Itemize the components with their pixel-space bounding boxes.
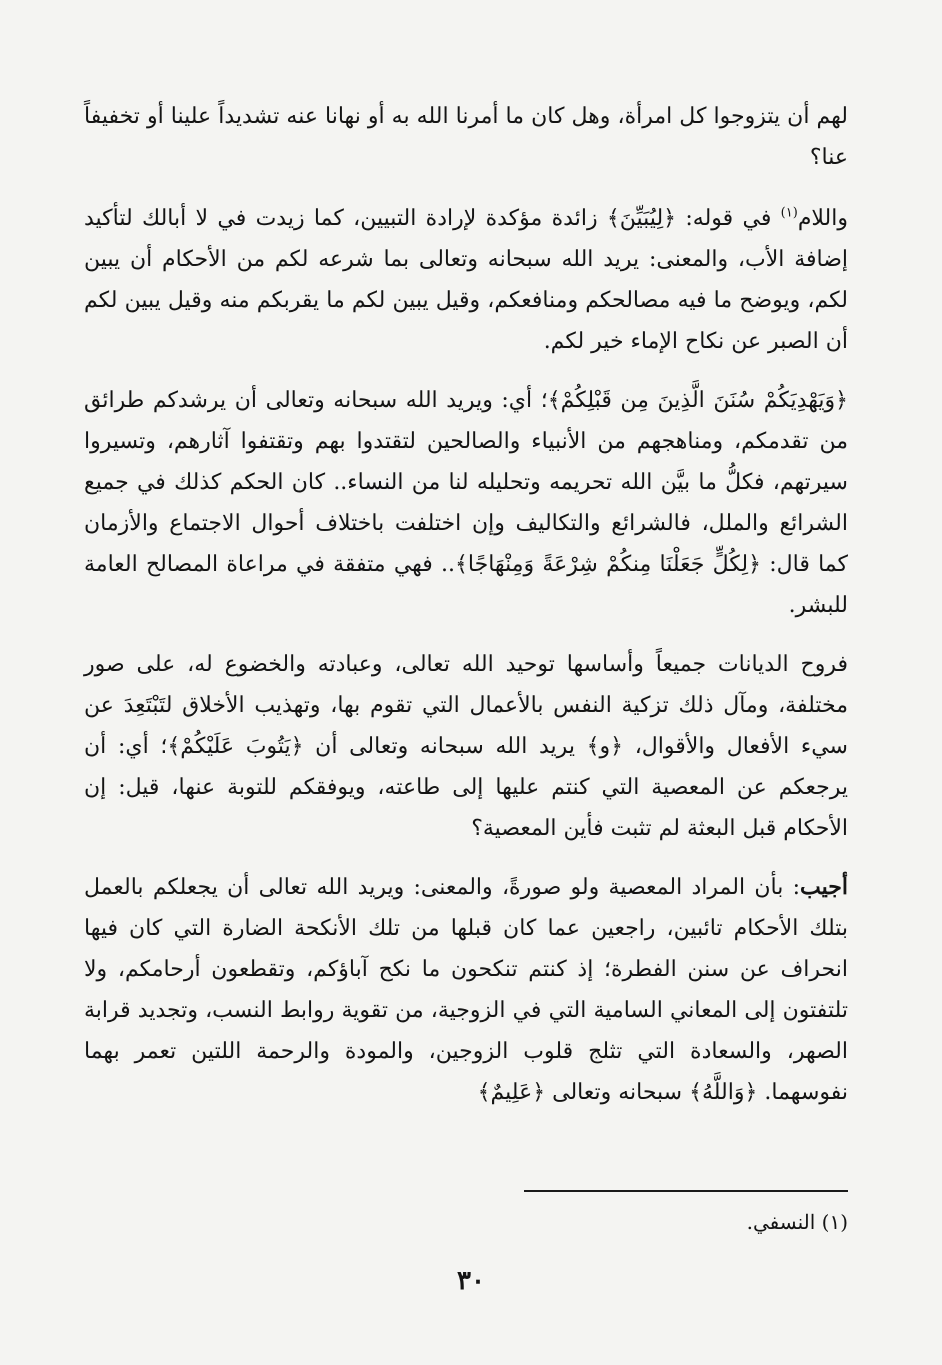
paragraph-1 <box>84 96 848 178</box>
footnote-text: (١) النسفي. <box>746 1210 848 1234</box>
main-text <box>84 96 848 1131</box>
footnote-reference: (١) <box>780 205 798 221</box>
paragraph-5-text: : بأن المراد المعصية ولو صورةً، والمعنى: ويريد الله تعالى أن يجعلكم بالعمل بتلك الأحكام تائبين، راجعين عما كان قبلها من تلك الأنكحة الضارة التي كان فيها انحراف عن سنن الفطرة؛ إذ كنتم تنكحون ما نكح آباؤكم، وتقطعون أرحامكم، ولا تلتفتون إلى المعاني السامية التي في الزوجية، من تقوية روابط النسب، وتجديد قرابة الصهر، والسعادة التي تثلج قلوب الزوجين، والمودة والرحمة اللتين تعمر بهما نفوسهما. ﴿وَاللَّهُ﴾ سبحانه وتعالى ﴿عَلِيمٌ﴾ <box>84 875 848 1105</box>
paragraph-5-lead: أجيب <box>800 874 848 900</box>
paragraph-2-lead: واللام <box>797 206 848 231</box>
page-number: ٣٠ <box>457 1266 485 1296</box>
footnote-separator <box>524 1190 848 1192</box>
paragraph-3 <box>84 380 848 626</box>
paragraph-2 <box>84 198 848 362</box>
paragraph-5 <box>84 867 848 1113</box>
paragraph-1-text: لهم أن يتزوجوا كل امرأة، وهل كان ما أمرنا الله به أو نهانا عنه تشديداً علينا أو تخفيفاً عنا؟ <box>84 104 848 170</box>
paragraph-4 <box>84 644 848 849</box>
paragraph-2-text: في قوله: ﴿لِيُبَيِّنَ﴾ زائدة مؤكدة لإرادة التبيين، كما زيدت في لا أبالك لتأكيد إضافة الأب، والمعنى: يريد الله سبحانه وتعالى بما شرعه لكم من الأحكام أن يبين لكم، ويوضح ما فيه مصالحكم ومنافعكم، وقيل يبين لكم ما يقربكم منه وقيل يبين لكم أن الصبر عن نكاح الإماء خير لكم. <box>84 206 848 354</box>
paragraph-4-text: فروح الديانات جميعاً وأساسها توحيد الله تعالى، وعبادته والخضوع له، على صور مختلفة، ومآل ذلك تزكية النفس بالأعمال التي تقوم بها، وتهذيب الأخلاق لتَبْتَعِدَ عن سيء الأفعال والأقوال، ﴿و﴾ يريد الله سبحانه وتعالى أن ﴿يَتُوبَ عَلَيْكُمْ﴾؛ أي: أن يرجعكم عن المعصية التي كنتم عليها إلى طاعته، ويوفقكم للتوبة عنها، قيل: إن الأحكام قبل البعثة لم تثبت فأين المعصية؟ <box>84 652 848 841</box>
paragraph-3-text: ﴿وَيَهْدِيَكُمْ سُنَنَ الَّذِينَ مِن قَبْلِكُمْ﴾؛ أي: ويريد الله سبحانه وتعالى أن يرشدكم طرائق من تقدمكم، ومناهجهم من الأنبياء والصالحين لتقتدوا بهم وتقتفوا آثارهم، وتسيروا سيرتهم، فكلُّ ما بيَّن الله تحريمه وتحليله لنا من النساء.. كان الحكم كذلك في جميع الشرائع والملل، فالشرائع والتكاليف وإن اختلفت باختلاف أحوال الاجتماع والأزمان كما قال: ﴿لِكُلٍّ جَعَلْنَا مِنكُمْ شِرْعَةً وَمِنْهَاجًا﴾.. فهي متفقة في مراعاة المصالح العامة للبشر. <box>84 388 848 618</box>
footnote <box>520 1207 848 1237</box>
